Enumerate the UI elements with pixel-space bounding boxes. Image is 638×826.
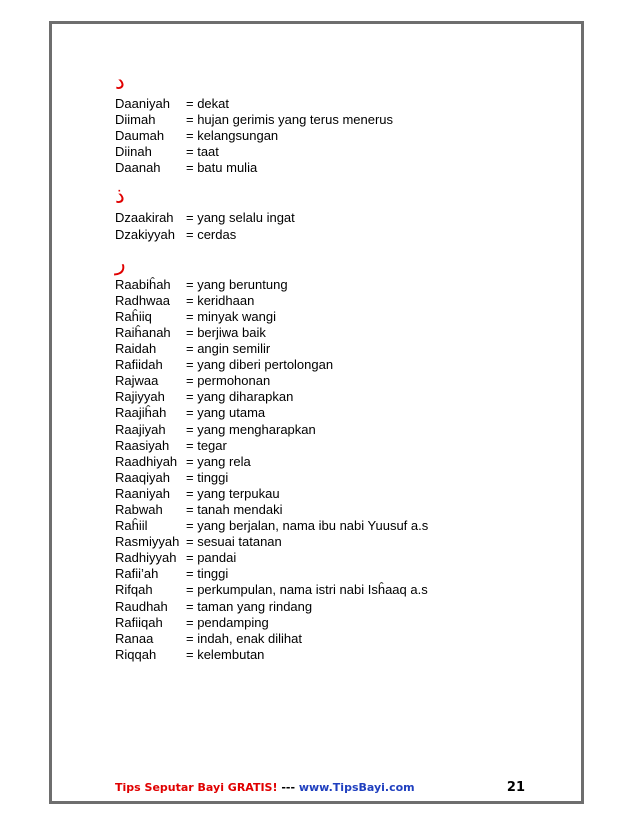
entry-meaning: = perkumpulan, nama istri nabi Isĥaaq a.s: [186, 582, 428, 598]
entry-name: Raidah: [115, 341, 157, 357]
entry-meaning: = berjiwa baik: [186, 324, 266, 340]
name-entry-row: [115, 631, 555, 647]
entry-name: Raĥiil: [115, 518, 148, 534]
entry-meaning: = tinggi: [186, 469, 229, 485]
entry-name: Raudhah: [115, 598, 168, 614]
entry-meaning: = kelembutan: [186, 646, 265, 662]
name-entry-row: [115, 405, 555, 421]
arabic-letter-heading: ذ: [115, 184, 125, 210]
name-entry-row: [115, 227, 555, 243]
name-entry-row: [115, 277, 555, 293]
name-entry-row: [115, 144, 555, 160]
footer-url-link[interactable]: www.TipsBayi.com: [298, 781, 415, 794]
entry-meaning: = minyak wangi: [186, 308, 276, 324]
entry-name: Daumah: [115, 128, 165, 144]
entry-name: Daanah: [115, 160, 161, 176]
name-entry-row: [115, 373, 555, 389]
entry-meaning: = yang mengharapkan: [186, 421, 316, 437]
name-entry-row: [115, 112, 555, 128]
name-entry-row: [115, 389, 555, 405]
entry-meaning: = kelangsungan: [186, 128, 279, 144]
entry-name: Raĥiiq: [115, 308, 152, 324]
entry-meaning: = batu mulia: [186, 160, 258, 176]
entry-meaning: = yang berjalan, nama ibu nabi Yuusuf a.s: [186, 518, 429, 534]
entry-meaning: = keridhaan: [186, 292, 255, 308]
entry-meaning: = pendamping: [186, 614, 269, 630]
name-list: [115, 70, 555, 671]
entry-name: Daaniyah: [115, 96, 170, 111]
entry-name: Raaniyah: [115, 485, 170, 501]
entry-name: Radhiyyah: [115, 550, 177, 566]
entry-meaning: = pandai: [186, 550, 237, 566]
entry-name: Rafiidah: [115, 357, 163, 373]
name-entry-row: [115, 615, 555, 631]
name-entry-row: [115, 160, 555, 176]
entry-name: Riqqah: [115, 646, 157, 662]
letter-section: [115, 251, 555, 663]
letter-section: [115, 70, 555, 176]
entry-name: Rafiiqah: [115, 614, 163, 630]
entry-meaning: = taman yang rindang: [186, 598, 313, 614]
entry-meaning: = taat: [186, 144, 219, 160]
entry-name: Dzakiyyah: [115, 226, 175, 242]
entry-meaning: = yang utama: [186, 405, 266, 421]
name-entry-row: [115, 599, 555, 615]
entry-meaning: = yang beruntung: [186, 276, 288, 292]
entry-meaning: = tinggi: [186, 566, 229, 582]
entry-name: Raabiĥah: [115, 276, 171, 292]
name-entry-row: [115, 550, 555, 566]
entry-meaning: = indah, enak dilihat: [186, 630, 303, 646]
entry-name: Raajiĥah: [115, 405, 167, 421]
entry-meaning: = angin semilir: [186, 341, 271, 357]
entry-meaning: = tegar: [186, 437, 227, 453]
entry-name: Raaqiyah: [115, 469, 170, 485]
entry-meaning: = yang diharapkan: [186, 389, 294, 405]
entry-meaning: = yang rela: [186, 453, 251, 469]
letter-section: [115, 184, 555, 242]
page-footer: [115, 781, 525, 797]
name-entry-row: [115, 293, 555, 309]
entry-name: Rifqah: [115, 582, 153, 598]
name-entry-row: [115, 422, 555, 438]
entry-name: Raadhiyah: [115, 453, 178, 469]
entry-name: Rasmiyyah: [115, 534, 180, 550]
entry-name: Dzaakirah: [115, 210, 174, 226]
name-entry-row: [115, 341, 555, 357]
name-entry-row: [115, 502, 555, 518]
entry-meaning: = hujan gerimis yang terus menerus: [186, 112, 394, 128]
name-entry-row: [115, 325, 555, 341]
entry-meaning: = yang terpukau: [186, 485, 280, 501]
entry-name: Diimah: [115, 112, 156, 128]
name-entry-row: [115, 518, 555, 534]
name-entry-row: [115, 647, 555, 663]
entry-meaning: = yang diberi pertolongan: [186, 357, 334, 373]
entry-name: Ranaa: [115, 630, 154, 646]
entry-name: Rabwah: [115, 501, 163, 517]
name-entry-row: [115, 470, 555, 486]
entry-name: Raajiyah: [115, 421, 166, 437]
name-entry-row: [115, 357, 555, 373]
entry-name: Rajwaa: [115, 373, 159, 389]
page-number: 21: [506, 780, 525, 795]
name-entry-row: [115, 210, 555, 226]
arabic-letter-heading: ر: [115, 250, 126, 276]
name-entry-row: [115, 582, 555, 598]
entry-meaning: = tanah mendaki: [186, 501, 283, 517]
name-entry-row: [115, 96, 555, 112]
entry-meaning: = yang selalu ingat: [186, 210, 295, 226]
name-entry-row: [115, 309, 555, 325]
name-entry-row: [115, 486, 555, 502]
entry-name: Raiĥanah: [115, 324, 171, 340]
entry-meaning: = cerdas: [186, 226, 237, 242]
arabic-letter-heading: د: [115, 70, 125, 95]
entry-meaning: = permohonan: [186, 373, 271, 389]
name-entry-row: [115, 566, 555, 582]
footer-brand: Tips Seputar Bayi GRATIS!: [115, 781, 278, 794]
name-entry-row: [115, 534, 555, 550]
name-entry-row: [115, 454, 555, 470]
entry-name: Rajiyyah: [115, 389, 165, 405]
entry-name: Diinah: [115, 144, 152, 160]
entry-meaning: = sesuai tatanan: [186, 534, 282, 550]
entry-meaning: = dekat: [186, 96, 230, 111]
name-entry-row: [115, 128, 555, 144]
name-entry-row: [115, 438, 555, 454]
entry-name: Radhwaa: [115, 292, 170, 308]
entry-name: Raasiyah: [115, 437, 170, 453]
entry-name: Rafii’ah: [115, 566, 159, 582]
footer-separator: ---: [277, 781, 299, 794]
